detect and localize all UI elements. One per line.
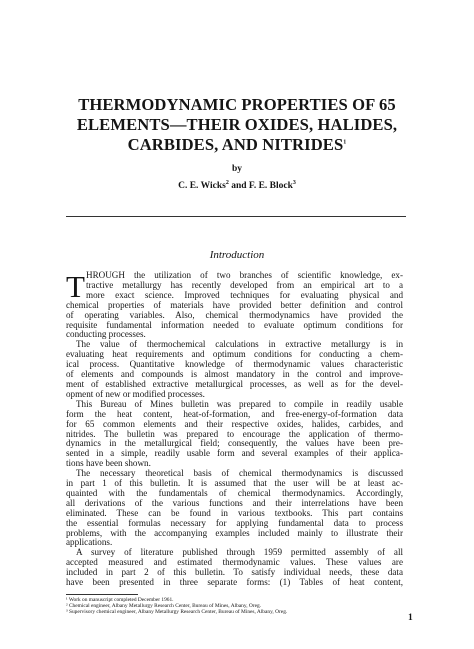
body-line: the essential formulas necessary for applying fundamental data to process (66, 518, 403, 528)
body-line: ical process. Quantitative knowledge of thermodynamic values characteristic (66, 360, 403, 370)
page-number: 1 (408, 613, 413, 623)
body-line: The necessary theoretical basis of chemical thermodynamics is discussed (76, 469, 403, 479)
author-and: and (228, 181, 249, 191)
body-line: included in part 2 of this bulletin. To satisfy individual needs, these data (66, 568, 403, 578)
body-line: accepted measured and estimated thermodynamic values. These values are (66, 558, 403, 568)
body-line: opment of new or modified processes. (66, 389, 205, 399)
author-2-mark: 3 (292, 179, 296, 186)
body-line: problems, with the accompanying examples included mainly to illustrate their (66, 528, 403, 538)
footnote-2: ² Chemical engineer, Albany Metallurgy Research Center, Bureau of Mines, Albany, Oreg. (66, 603, 262, 610)
title-line-3-text: CARBIDES, AND NITRIDES (127, 135, 344, 154)
body-line: of operating variables. Also, chemical thermodynamics have provided the (66, 310, 403, 320)
body-line: A survey of literature published through 1959 permitted assembly of all (76, 548, 403, 558)
body-line: applications. (66, 538, 113, 548)
body-line: tions have been shown. (66, 459, 151, 469)
body-line: eliminated. These can be found in various textbooks. This part contains (66, 508, 403, 518)
body-line: HROUGH the utilization of two branches of scientific knowledge, ex- (86, 271, 403, 280)
body-line: ment of established extractive metallurgical processes, as well as for the devel- (66, 379, 403, 389)
body-line: nitrides. The bulletin was prepared to encourage the application of thermo- (66, 429, 403, 439)
title-line-1: THERMODYNAMIC PROPERTIES OF 65 (78, 95, 396, 114)
author-1: C. E. Wicks (178, 181, 226, 191)
footnotes (66, 597, 406, 616)
title-line-2: ELEMENTS—THEIR OXIDES, HALIDES, (76, 115, 398, 134)
title-footnote-mark: 1 (343, 139, 347, 146)
paper-title (40, 95, 434, 155)
author-1-mark: 2 (225, 179, 229, 186)
footnote-divider (66, 594, 138, 595)
title-divider (66, 216, 406, 217)
body-line: requisite fundamental information needed to evaluate optimum conditions for (66, 320, 403, 330)
section-heading: Introduction (209, 249, 265, 261)
title-line-3 (40, 135, 434, 155)
body-line: all derivations of the various functions and their interrelations have been (66, 498, 403, 508)
footnote-1: ¹ Work on manuscript completed December 1961. (66, 597, 174, 603)
body-line: sented in a simple, readily usable form and several examples of their applica- (66, 449, 403, 459)
body-line: of elements and compounds is almost mandatory in the control and improve- (66, 370, 403, 380)
body-text (66, 271, 403, 588)
body-line: more exact science. Improved techniques for evaluating physical and (86, 290, 403, 300)
body-line: chemical properties of materials have provided better definition and control (66, 300, 403, 310)
body-line: This Bureau of Mines bulletin was prepared to compile in readily usable (76, 399, 403, 409)
body-line: for 65 common elements and their respective oxides, halides, carbides, and (66, 419, 403, 429)
byline-authors (0, 180, 474, 192)
body-line: quainted with the fundamentals of chemical thermodynamics. Accordingly, (66, 488, 403, 498)
byline-by: by (231, 164, 243, 174)
body-line: form the heat content, heat-of-formation, and free-energy-of-formation data (66, 409, 403, 419)
body-line: in part 1 of this bulletin. It is assumed that the user will be at least ac- (66, 479, 403, 489)
author-2: F. E. Block (248, 181, 293, 191)
body-line: tractive metallurgy has recently developed from an empirical art to a (86, 280, 403, 290)
drop-cap: T (66, 269, 85, 304)
body-line: evaluating heat requirements and optimum conditions for conducting a chem- (66, 350, 403, 360)
body-line: have been presented in three separate forms: (1) Tables of heat content, (66, 578, 403, 588)
body-line: dynamics in the metallurgical field; consequently, the values have been pre- (66, 439, 403, 449)
body-line: conducting processes. (66, 330, 146, 340)
footnote-3: ³ Supervisory chemical engineer, Albany Metallurgy Research Center, Bureau of Mines, Albany, Oreg. (66, 609, 288, 616)
body-line: The value of thermochemical calculations in extractive metallurgy is in (76, 340, 403, 350)
